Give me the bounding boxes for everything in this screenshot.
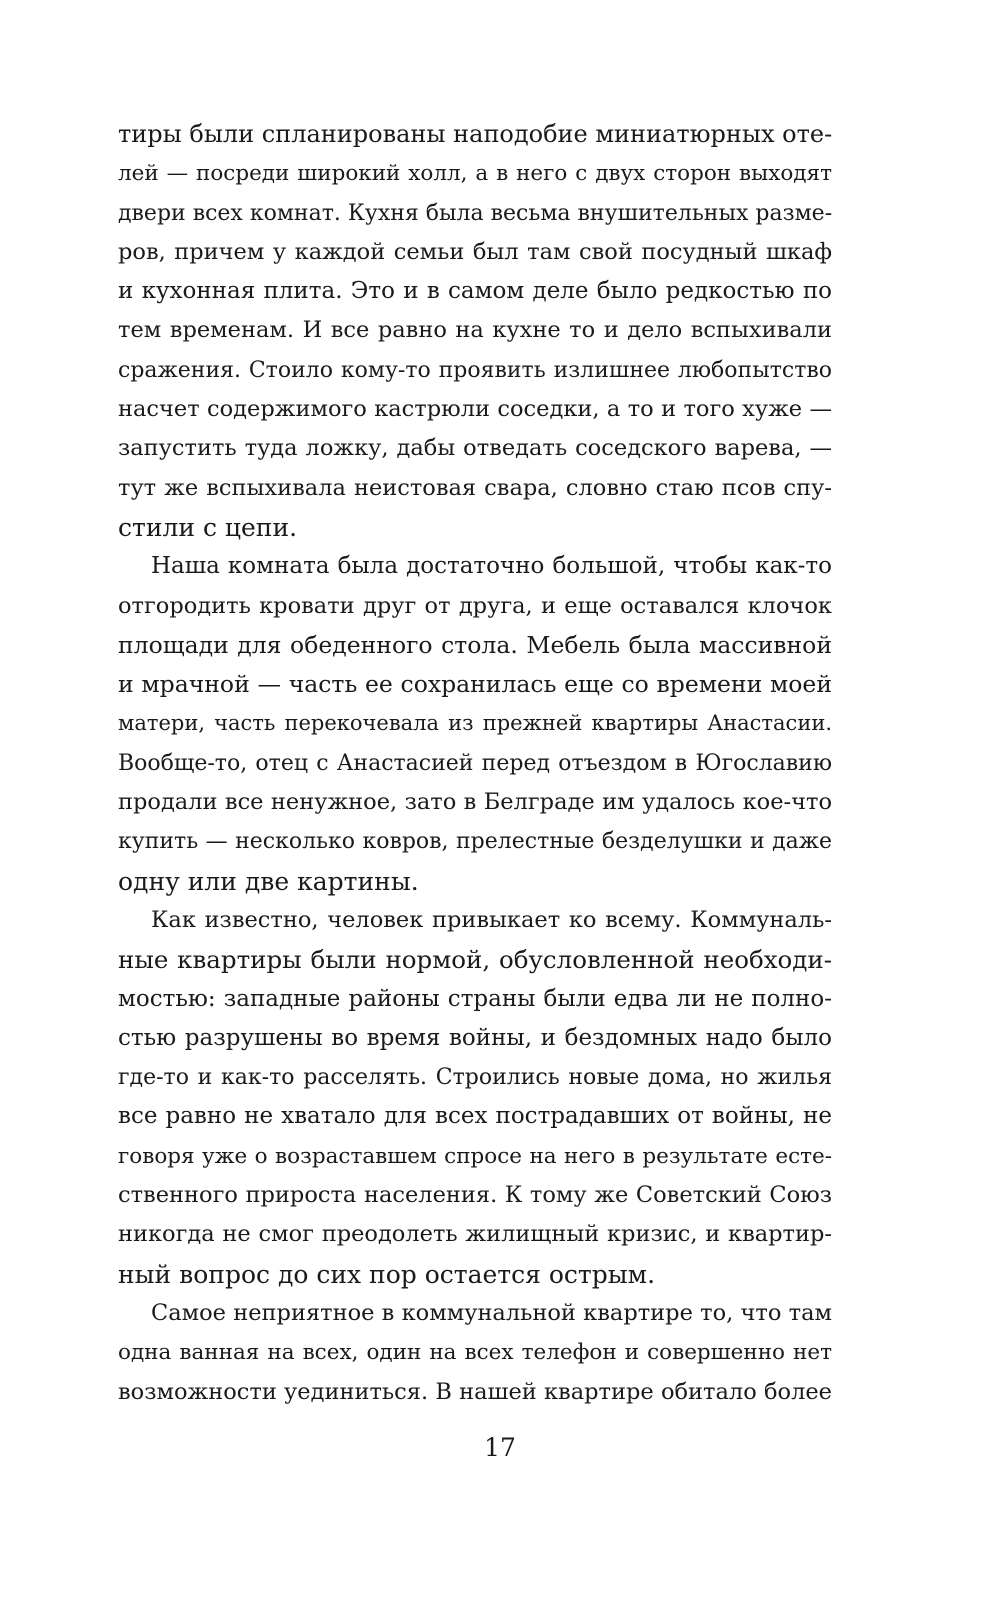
body-text [118, 115, 832, 1412]
text-line: все равно не хватало для всех пострадавших от войны, не [118, 1103, 832, 1130]
text-line: отгородить кровати друг от друга, и еще оставался клочок [118, 592, 832, 619]
text-line: стью разрушены во время войны, и бездомных надо было [118, 1024, 832, 1051]
text-line: ный вопрос до сих пор остается острым. [118, 1259, 656, 1289]
text-line: и кухонная плита. Это и в самом деле было редкостью по [118, 278, 832, 305]
text-line: возможности уединиться. В нашей квартире обитало более [118, 1378, 832, 1405]
text-line: стили с цепи. [118, 512, 298, 542]
text-line: ные квартиры были нормой, обусловленной необходи- [118, 945, 832, 975]
text-line: Самое неприятное в коммунальной квартире то, что там [151, 1299, 832, 1326]
text-line: тем временам. И все равно на кухне то и дело вспыхивали [118, 317, 832, 344]
paragraph [118, 901, 832, 1294]
text-line: матери, часть перекочевала из прежней квартиры Анастасии. [118, 711, 832, 736]
text-line: двери всех комнат. Кухня была весьма внушительных разме- [118, 200, 832, 226]
text-line: никогда не смог преодолеть жилищный кризис, и квартир- [118, 1221, 832, 1248]
paragraph [118, 115, 832, 547]
text-line: одна ванная на всех, один на всех телефон и совершенно нет [118, 1340, 832, 1366]
text-line: и мрачной — часть ее сохранилась еще со времени моей [118, 670, 832, 699]
text-line: Как известно, человек привыкает ко всему. Коммуналь- [151, 906, 832, 933]
text-line: лей — посреди широкий холл, а в него с двух сторон выходят [118, 161, 832, 187]
text-line: мостью: западные районы страны были едва ли не полно- [118, 985, 832, 1012]
text-line: купить — несколько ковров, прелестные безделушки и даже [118, 829, 832, 855]
paragraph [118, 547, 832, 901]
paragraph [118, 1294, 832, 1412]
text-line: запустить туда ложку, дабы отведать соседского варева, — [118, 435, 832, 462]
text-line: сражения. Стоило кому-то проявить излишнее любопытство [118, 357, 832, 383]
text-line: где-то и как-то расселять. Строились новые дома, но жилья [118, 1065, 832, 1091]
text-line: Наша комната была достаточно большой, чтобы как-то [151, 553, 832, 580]
page-number: 17 [484, 1433, 516, 1462]
text-line: тут же вспыхивала неистовая свара, словно стаю псов спу- [118, 474, 832, 501]
text-line: продали все ненужное, зато в Белграде им удалось кое-что [118, 789, 832, 816]
text-line: ственного прироста населения. К тому же Советский Союз [118, 1182, 832, 1209]
text-line: тиры были спланированы наподобие миниатюрных оте- [118, 120, 832, 148]
text-line: насчет содержимого кастрюли соседки, а то и того хуже — [118, 396, 832, 423]
text-line: одну или две картины. [118, 866, 419, 896]
text-line: говоря уже о возраставшем спросе на него в результате есте- [118, 1143, 832, 1169]
text-line: площади для обеденного стола. Мебель была массивной [118, 630, 832, 659]
text-line: ров, причем у каждой семьи был там свой посудный шкаф [118, 238, 832, 265]
text-line: Вообще-то, отец с Анастасией перед отъездом в Югославию [118, 750, 832, 776]
